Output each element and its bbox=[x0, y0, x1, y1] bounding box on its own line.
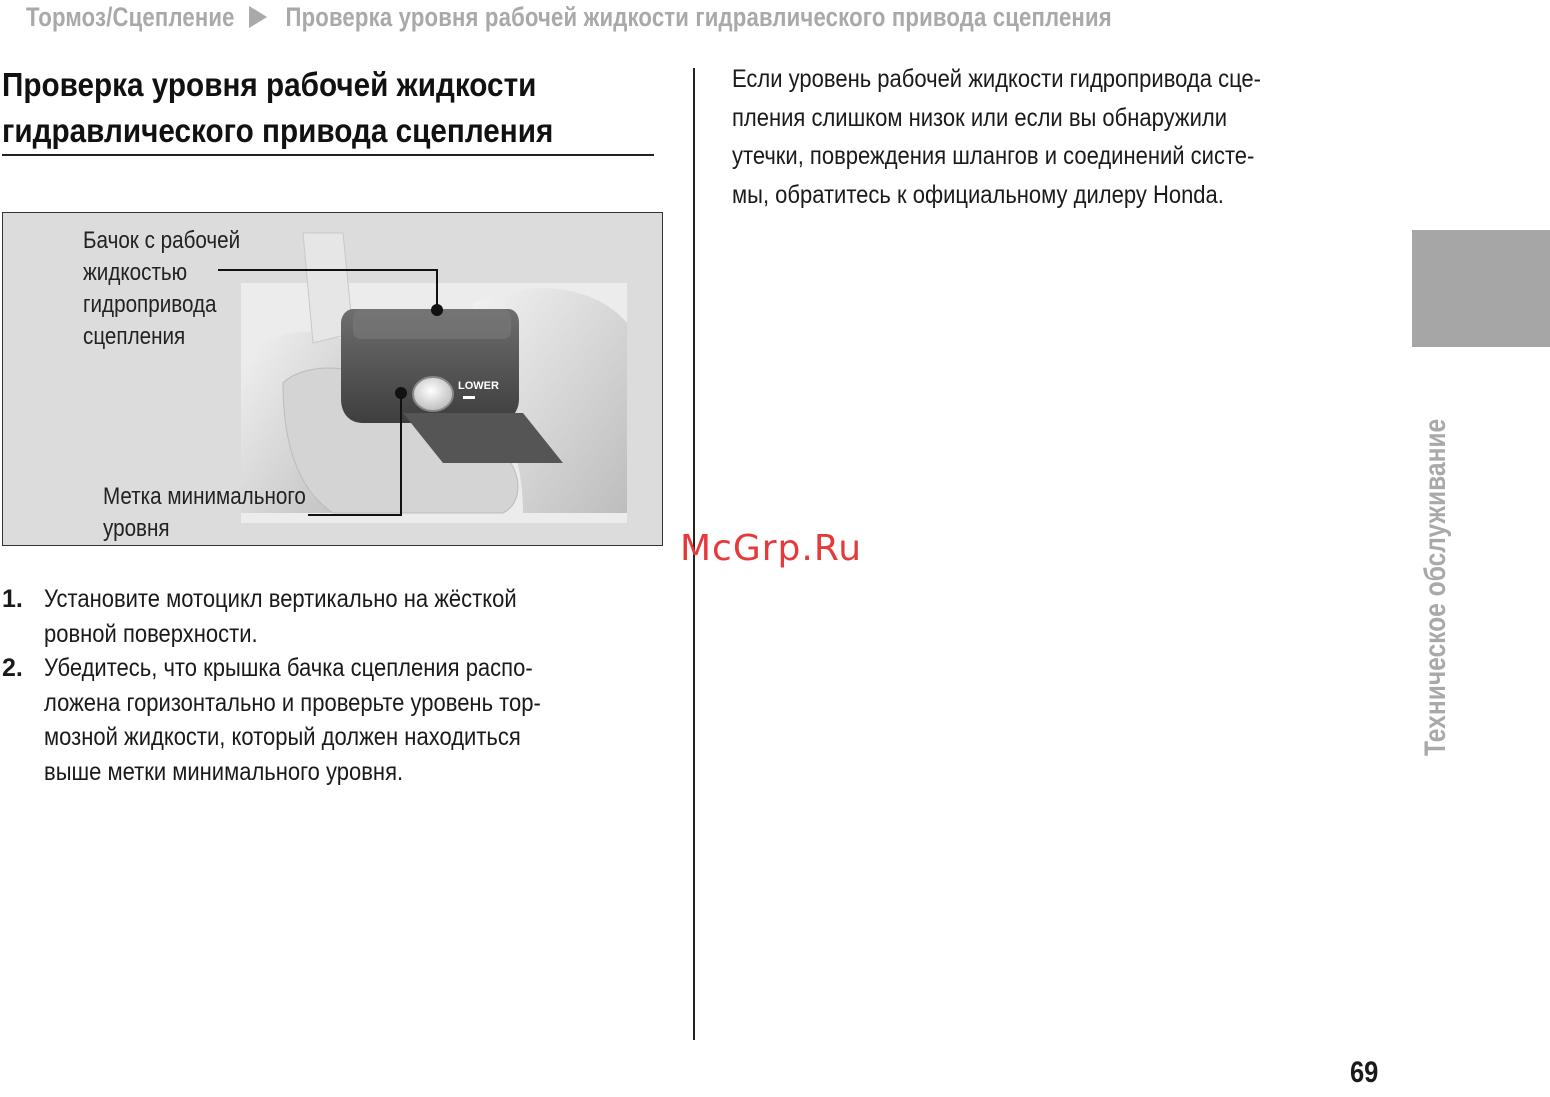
label-reservoir-line-3: гидропривода bbox=[83, 291, 217, 318]
reservoir-leader-dot bbox=[431, 304, 443, 316]
watermark: McGrp.Ru bbox=[680, 528, 863, 569]
paragraph-line: Если уровень рабочей жидкости гидропривода сце- bbox=[732, 65, 1261, 93]
paragraph-line: пления слишком низок или если вы обнаружили bbox=[732, 103, 1228, 132]
step-text-line: выше метки минимального уровня. bbox=[44, 757, 404, 786]
paragraph-line: утечки, повреждения шлангов и соединений систе- bbox=[732, 142, 1255, 170]
section-tab-label bbox=[1419, 366, 1451, 756]
paragraph-line: мы, обратитесь к официальному дилеру Honda. bbox=[732, 180, 1224, 209]
step-text-line: ровной поверхности. bbox=[44, 619, 258, 648]
clutch-reservoir-illustration bbox=[2, 212, 663, 546]
lower-mark-text: LOWER bbox=[458, 380, 499, 392]
procedure-steps bbox=[2, 582, 662, 789]
label-reservoir-line-1: Бачок с рабочей bbox=[83, 227, 241, 254]
list-item bbox=[2, 651, 662, 789]
step-text-line: мозной жидкости, который должен находиться bbox=[44, 723, 521, 751]
label-lower-mark-line-2: уровня bbox=[103, 515, 170, 542]
sight-glass bbox=[413, 377, 453, 411]
page-title-line-2: гидравлического привода сцепления bbox=[2, 112, 554, 149]
label-lower-mark-line-1: Метка минимального bbox=[103, 483, 306, 510]
breadcrumb-page: Проверка уровня рабочей жидкости гидравлического привода сцепления bbox=[285, 2, 1112, 32]
section-tab-marker bbox=[1412, 230, 1550, 347]
breadcrumb-arrow-icon bbox=[249, 6, 267, 28]
label-lower-mark bbox=[103, 481, 306, 545]
dealer-notice-paragraph bbox=[732, 60, 1333, 214]
list-item bbox=[2, 582, 662, 651]
step-number: 2. bbox=[2, 654, 23, 682]
step-number: 1. bbox=[2, 585, 23, 613]
page-title bbox=[2, 62, 654, 154]
breadcrumb-section: Тормоз/Сцепление bbox=[26, 2, 235, 32]
step-text-line: Установите мотоцикл вертикально на жёсткой bbox=[44, 585, 517, 613]
lower-mark-leader-dot bbox=[395, 387, 407, 399]
page-title-line-1: Проверка уровня рабочей жидкости bbox=[2, 66, 537, 103]
page-number: 69 bbox=[1350, 1056, 1379, 1089]
label-reservoir-line-4: сцепления bbox=[83, 323, 186, 350]
section-tab-label-text: Техническое обслуживание bbox=[1419, 418, 1452, 756]
step-text-line: Убедитесь, что крышка бачка сцепления распо- bbox=[44, 654, 533, 682]
label-reservoir-line-2: жидкостью bbox=[83, 259, 188, 286]
title-underline bbox=[2, 154, 654, 156]
step-text-line: ложена горизонтально и проверьте уровень тор- bbox=[44, 688, 541, 717]
label-reservoir bbox=[83, 225, 240, 353]
breadcrumb bbox=[26, 2, 1112, 33]
